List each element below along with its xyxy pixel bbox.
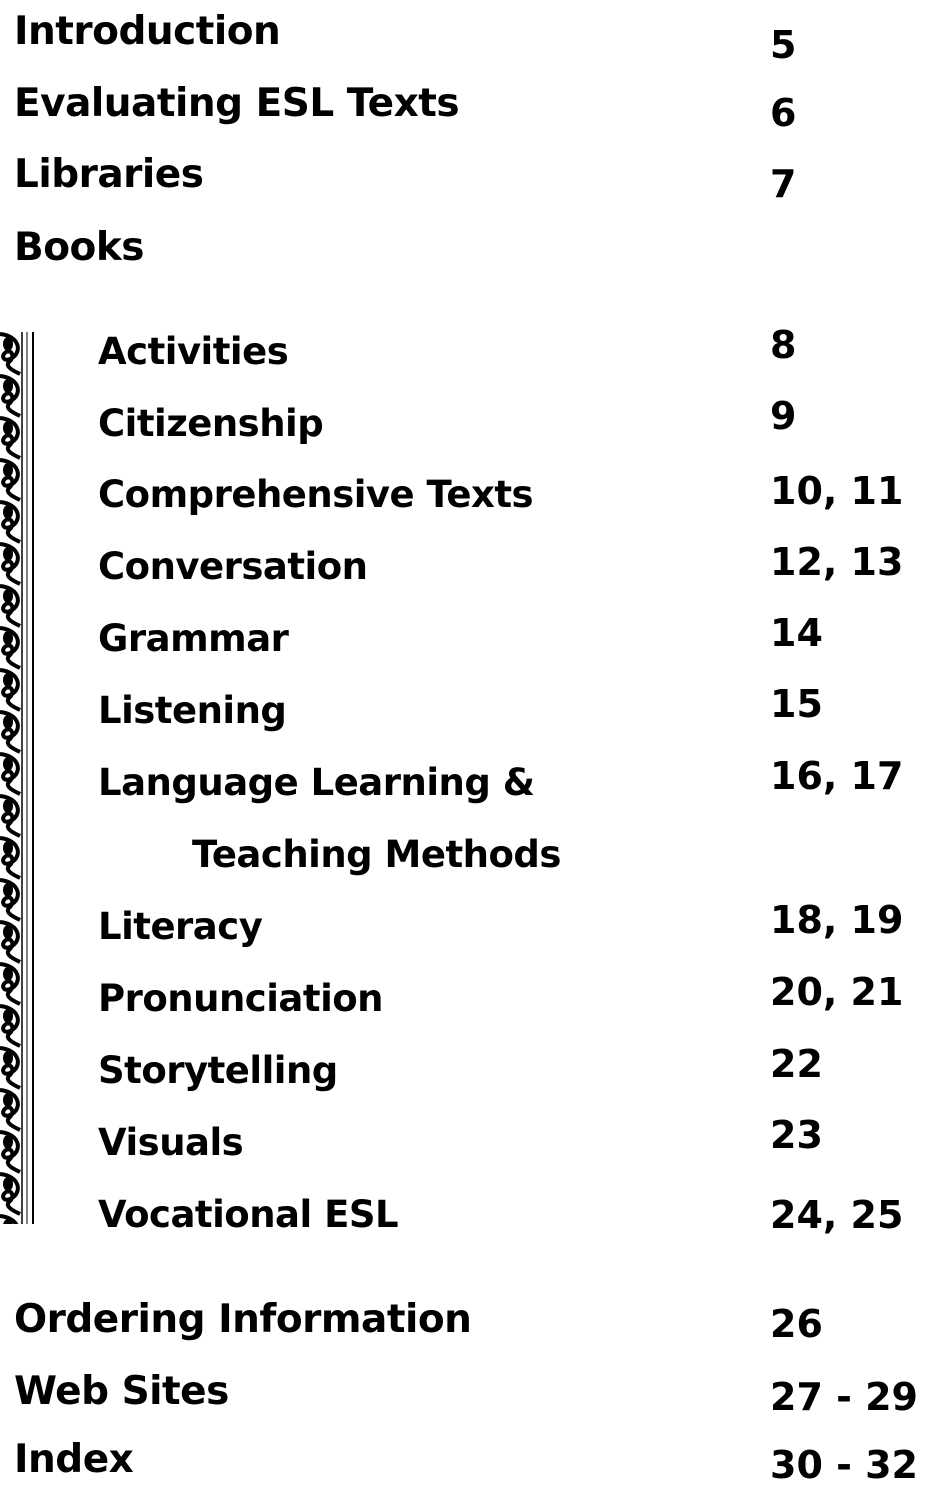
toc-label-storytelling: Storytelling — [98, 1049, 338, 1092]
toc-page-evaluating-esl-texts: 6 — [770, 91, 797, 135]
toc-page-libraries: 7 — [770, 162, 797, 206]
toc-page-citizenship: 9 — [770, 394, 797, 438]
toc-page-grammar: 14 — [770, 611, 823, 655]
toc-label-literacy: Literacy — [98, 905, 263, 948]
toc-page-pronunciation: 20, 21 — [770, 970, 904, 1014]
toc-page-vocational-esl: 24, 25 — [770, 1193, 904, 1237]
toc-page-ordering-information: 26 — [770, 1302, 823, 1346]
toc-page-listening: 15 — [770, 682, 823, 726]
toc-label-index: Index — [14, 1437, 134, 1482]
toc-page-introduction: 5 — [770, 23, 797, 67]
toc-page-visuals: 23 — [770, 1113, 823, 1157]
toc-page-literacy: 18, 19 — [770, 898, 904, 942]
toc-label-language-learning: Language Learning & — [98, 761, 535, 804]
toc-label-activities: Activities — [98, 330, 289, 373]
toc-page-language-learning: 16, 17 — [770, 754, 904, 798]
toc-page-activities: 8 — [770, 323, 797, 367]
toc-label-pronunciation: Pronunciation — [98, 977, 384, 1020]
toc-label-teaching-methods: Teaching Methods — [192, 833, 561, 876]
toc-label-vocational-esl: Vocational ESL — [98, 1193, 399, 1236]
toc-page-comprehensive-texts: 10, 11 — [770, 469, 904, 513]
toc-label-books: Books — [14, 225, 144, 270]
toc-label-grammar: Grammar — [98, 617, 289, 660]
toc-page-index: 30 - 32 — [770, 1443, 918, 1487]
scroll-ornament-border-icon — [0, 332, 36, 1224]
toc-label-evaluating-esl-texts: Evaluating ESL Texts — [14, 81, 460, 126]
toc-label-libraries: Libraries — [14, 152, 204, 197]
toc-label-conversation: Conversation — [98, 545, 368, 588]
toc-label-listening: Listening — [98, 689, 287, 732]
toc-page-web-sites: 27 - 29 — [770, 1375, 918, 1419]
toc-label-comprehensive-texts: Comprehensive Texts — [98, 473, 534, 516]
toc-label-citizenship: Citizenship — [98, 402, 324, 445]
toc-label-ordering-information: Ordering Information — [14, 1297, 472, 1342]
toc-label-web-sites: Web Sites — [14, 1369, 229, 1414]
toc-label-visuals: Visuals — [98, 1121, 244, 1164]
toc-page-storytelling: 22 — [770, 1042, 823, 1086]
toc-label-introduction: Introduction — [14, 9, 281, 54]
toc-page-conversation: 12, 13 — [770, 540, 904, 584]
